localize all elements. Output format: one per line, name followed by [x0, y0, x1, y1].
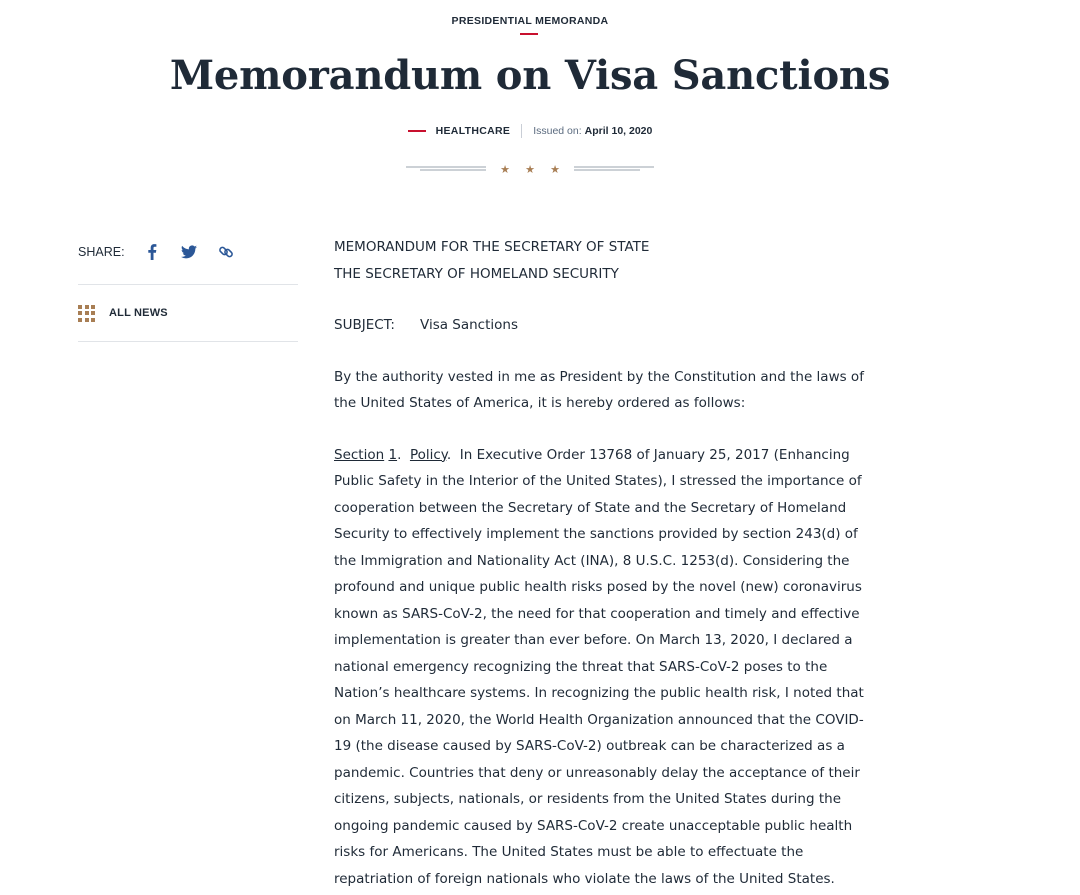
- link-icon[interactable]: [215, 241, 237, 263]
- issued-label: Issued on:: [533, 125, 582, 137]
- section-text: In Executive Order 13768 of January 25, 2017 (Enhancing Public Safety in the Interior of the United States), I stressed the importance of cooperation between the Secretary of State and the Secretary of Homeland Security to effectively implement the sanctions provided by section 243(d) of the Immigration and Nationality Act (INA), 8 U.S.C. 1253(d). Considering the profound and unique public health risks posed by the novel (new) coronavirus known as SARS-CoV-2, the need for that cooperation and timely and effective implementation is greater than ever before. On March 13, 2020, I declared a national emergency recognizing the threat that SARS-CoV-2 poses to the Nation’s healthcare systems. In recognizing the public health risk, I noted that on March 11, 2020, the World Health Organization announced that the COVID-19 (the disease caused by SARS-CoV-2) outbreak can be characterized as a pandemic. Countries that deny or unreasonably delay the acceptance of their citizens, subjects, nationals, or residents from the United States during the ongoing pandemic caused by SARS-CoV-2 create unacceptable public health risks for Americans. The United States must be able to effectuate the repatriation of foreign nationals who violate the laws of the United States.: [334, 446, 864, 887]
- all-news-link[interactable]: [78, 285, 298, 342]
- svg-text:★: ★: [550, 163, 560, 176]
- address-block: [334, 234, 879, 287]
- facebook-icon[interactable]: [141, 241, 163, 263]
- svg-text:★: ★: [525, 163, 535, 176]
- issued-date: April 10, 2020: [584, 125, 653, 137]
- all-news-label: ALL NEWS: [109, 307, 168, 319]
- subject-value: Visa Sanctions: [420, 317, 519, 333]
- svg-text:★: ★: [500, 163, 510, 176]
- topic-dash: [408, 130, 426, 132]
- section-number: 1: [388, 446, 398, 463]
- meta-separator: [521, 124, 522, 138]
- section-title: Policy: [409, 446, 447, 463]
- page-title: Memorandum on Visa Sanctions: [169, 52, 891, 99]
- address-line: MEMORANDUM FOR THE SECRETARY OF STATE: [334, 239, 650, 255]
- share-label: SHARE:: [78, 245, 125, 259]
- category-link[interactable]: PRESIDENTIAL MEMORANDA: [451, 15, 609, 27]
- subject-line: [334, 312, 879, 339]
- share-row: [78, 232, 298, 285]
- grid-icon: [78, 305, 95, 322]
- address-line: THE SECRETARY OF HOMELAND SECURITY: [334, 265, 619, 282]
- section-word: Section: [334, 446, 385, 463]
- star-divider-icon: [406, 161, 654, 177]
- topic-link[interactable]: HEALTHCARE: [435, 125, 511, 137]
- intro-paragraph: By the authority vested in me as President by the Constitution and the laws of the United States of America, it is hereby ordered as follows:: [334, 368, 864, 411]
- post-meta: [0, 124, 1060, 138]
- category-underline: [520, 33, 538, 35]
- twitter-icon[interactable]: [178, 241, 200, 263]
- section-paragraph: Section 1. Policy. In Executive Order 13768 of January 25, 2017 (Enhancing Public Safety in the Interior of the United States), I stressed the importance of cooperation between the Secretary of State and the Secretary of Homeland Security to effectively implement the sanctions provided by section 243(d) of the Immigration and Nationality Act (INA), 8 U.S.C. 1253(d). Considering the profound and unique public health risks posed by the novel (new) coronavirus known as SARS-CoV-2, the need for that cooperation and timely and effective implementation is greater than ever before. On March 13, 2020, I declared a national emergency recognizing the threat that SARS-CoV-2 poses to the Nation’s healthcare systems. In recognizing the public health risk, I noted that on March 11, 2020, the World Health Organization announced that the COVID-19 (the disease caused by SARS-CoV-2) outbreak can be characterized as a pandemic. Countries that deny or unreasonably delay the acceptance of their citizens, subjects, nationals, or residents from the United States during the ongoing pandemic caused by SARS-CoV-2 create unacceptable public health risks for Americans. The United States must be able to effectuate the repatriation of foreign nationals who violate the laws of the United States.: [334, 446, 864, 887]
- memorandum-body: [334, 234, 879, 895]
- sidebar: [78, 232, 298, 342]
- subject-label: SUBJECT:: [334, 317, 395, 333]
